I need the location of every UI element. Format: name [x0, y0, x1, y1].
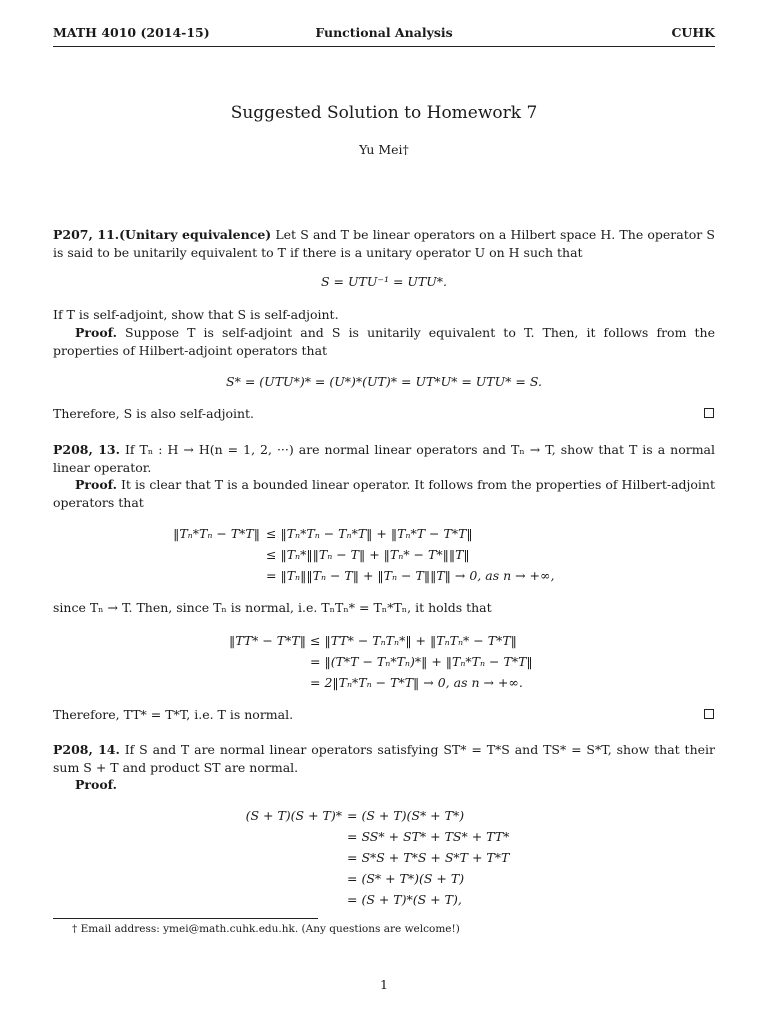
qed-square-1	[704, 408, 714, 418]
equation-c-row: = S*S + T*S + S*T + T*T	[347, 850, 510, 865]
problem-3-proof-label: Proof.	[75, 777, 117, 792]
header-course: MATH 4010 (2014-15)	[53, 25, 210, 40]
problem-2-proof-text: It is clear that T is a bounded linear operator. It follows from the properties of Hilbert-adjoint operators that	[53, 477, 715, 510]
equation-a-lhs: ‖Tₙ*Tₙ − T*T‖	[173, 526, 260, 541]
problem-1-question: If T is self-adjoint, show that S is self-adjoint.	[53, 307, 339, 322]
equation-a-row: = ‖Tₙ‖‖Tₙ − T‖ + ‖Tₙ − T‖‖T‖ → 0, as n → +∞,	[266, 568, 555, 583]
problem-1-conclusion: Therefore, S is also self-adjoint.	[53, 406, 255, 421]
problem-2-conclusion: Therefore, TT* = T*T, i.e. T is normal.	[53, 707, 294, 722]
problem-2-proof	[53, 476, 715, 511]
problem-3-label: P208, 14.	[53, 742, 120, 757]
equation-c-row: = (S + T)(S* + T*)	[347, 808, 465, 823]
proof-label: Proof.	[75, 477, 117, 492]
equation-b-lhs: ‖TT* − T*T‖	[228, 633, 306, 648]
header-institution: CUHK	[671, 25, 715, 40]
problem-1-proof	[53, 324, 715, 359]
equation-unitary: S = UTU⁻¹ = UTU*.	[320, 274, 448, 289]
equation-b-row: = 2‖Tₙ*Tₙ − T*T‖ → 0, as n → +∞.	[310, 675, 523, 690]
equation-c-row: = (S + T)*(S + T),	[347, 892, 462, 907]
author: Yu Mei†	[359, 142, 409, 157]
equation-c-row: = SS* + ST* + TS* + TT*	[347, 829, 510, 844]
equation-a-row: ≤ ‖Tₙ*Tₙ − Tₙ*T‖ + ‖Tₙ*T − T*T‖	[266, 526, 473, 541]
footnote-rule	[53, 918, 318, 919]
equation-c-row: = (S* + T*)(S + T)	[347, 871, 465, 886]
header-rule	[53, 46, 715, 47]
page-number: 1	[380, 977, 388, 992]
qed-square-2	[704, 709, 714, 719]
problem-3-statement	[53, 741, 715, 776]
problem-2-statement	[53, 441, 715, 476]
document-title: Suggested Solution to Homework 7	[230, 103, 538, 123]
problem-1-statement	[53, 226, 715, 261]
equation-c-lhs: (S + T)(S + T)*	[245, 808, 342, 823]
problem-2-text: If Tₙ : H → H(n = 1, 2, ···) are normal linear operators and Tₙ → T, show that T is a normal linear operator.	[53, 442, 715, 475]
equation-b-row: ≤ ‖TT* − TₙTₙ*‖ + ‖TₙTₙ* − T*T‖	[310, 633, 517, 648]
equation-adjoint: S* = (UTU*)* = (U*)*(UT)* = UT*U* = UTU* = S.	[226, 374, 542, 389]
problem-2-label: P208, 13.	[53, 442, 120, 457]
problem-2-middle-text: since Tₙ → T. Then, since Tₙ is normal, i.e. TₙTₙ* = Tₙ*Tₙ, it holds that	[53, 600, 492, 615]
footnote-email: † Email address: ymei@math.cuhk.edu.hk. (Any questions are welcome!)	[72, 923, 460, 935]
equation-b-row: = ‖(T*T − Tₙ*Tₙ)*‖ + ‖Tₙ*Tₙ − T*T‖	[310, 654, 533, 669]
problem-1-label: P207, 11.(Unitary equivalence)	[53, 227, 272, 242]
proof-label: Proof.	[75, 325, 117, 340]
problem-1-text: Let S and T be linear operators on a Hilbert space H. The operator S is said to be unitarily equivalent to T if there is a unitary operator U on H such that	[53, 227, 715, 260]
header-subject: Functional Analysis	[315, 25, 453, 40]
problem-3-text: If S and T are normal linear operators satisfying ST* = T*S and TS* = S*T, show that their sum S + T and product ST are normal.	[53, 742, 715, 775]
equation-a-row: ≤ ‖Tₙ*‖‖Tₙ − T‖ + ‖Tₙ* − T*‖‖T‖	[266, 547, 470, 562]
problem-1-proof-text: Suppose T is self-adjoint and S is unitarily equivalent to T. Then, it follows from the properties of Hilbert-adjoint operators that	[53, 325, 715, 358]
